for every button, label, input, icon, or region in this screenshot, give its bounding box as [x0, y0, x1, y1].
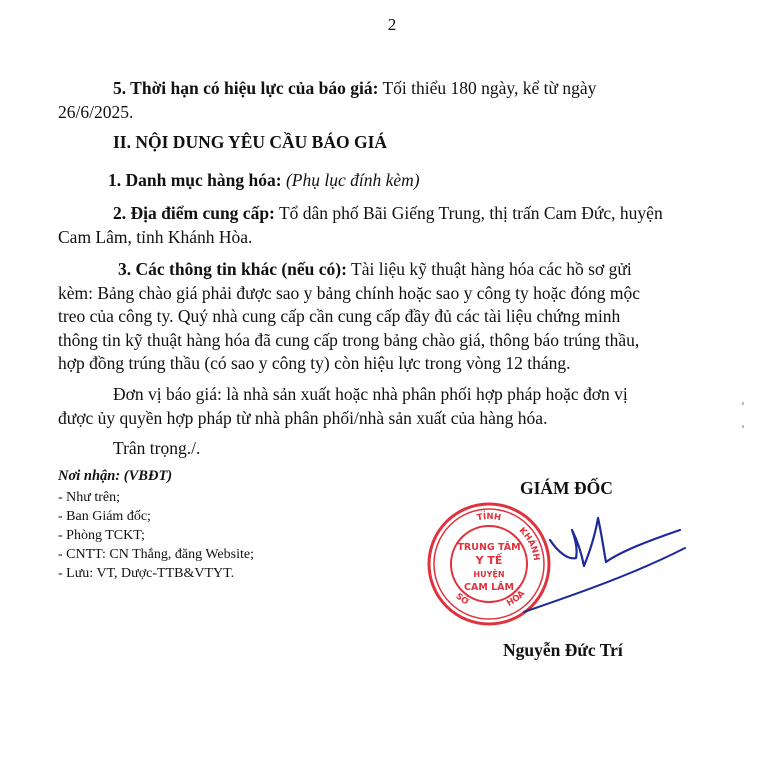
validity-date: 26/6/2025.	[58, 101, 134, 122]
recipient-item: - Phòng TCKT;	[58, 528, 145, 543]
item-other-info	[58, 258, 742, 376]
recipients-title: Nơi nhận: (VBĐT)	[58, 468, 173, 484]
recipient-item: - Ban Giám đốc;	[58, 509, 151, 524]
other-info-text: Tài liệu kỹ thuật hàng hóa các hồ sơ gửi	[351, 259, 632, 279]
page-number: 2	[387, 15, 397, 34]
quoting-unit-text-2: được ủy quyền hợp pháp từ nhà phân phối/nhà sản xuất của hàng hóa.	[58, 407, 548, 428]
seal-center-line-4: CAM LÂM	[464, 582, 514, 593]
recipient-item: - Lưu: VT, Dược-TTB&VTYT.	[58, 566, 235, 581]
handwritten-signature	[520, 500, 690, 615]
seal-center-line-1: TRUNG TÂM	[457, 542, 521, 553]
goods-list-text: (Phụ lục đính kèm)	[285, 170, 420, 190]
seal-ring-text-right: KHÁNH	[516, 525, 542, 562]
item-goods-list	[58, 169, 742, 193]
closing-line	[58, 437, 742, 461]
quoting-unit-paragraph	[58, 383, 742, 430]
recipient-item: - Như trên;	[58, 490, 121, 505]
seal-ring-text-top: TỈNH	[476, 511, 502, 524]
section-heading: II. NỘI DUNG YÊU CẦU BÁO GIÁ	[113, 132, 388, 152]
scan-mark	[742, 425, 744, 428]
other-info-text-5: hợp đồng trúng thầu (có sao y công ty) còn hiệu lực trong vòng 12 tháng.	[58, 353, 571, 373]
other-info-text-2: kèm: Bảng chào giá phải được sao y bảng chính hoặc sao y công ty hoặc đóng mộc	[58, 282, 640, 303]
signer-title: GIÁM ĐỐC	[520, 478, 613, 498]
recipients-list	[58, 488, 254, 583]
seal-center-line-2: Y TẾ	[475, 554, 503, 567]
signer-name: Nguyễn Đức Trí	[503, 640, 623, 660]
other-info-label: 3. Các thông tin khác (nếu có):	[118, 259, 347, 279]
delivery-location-text: Tổ dân phố Bãi Giếng Trung, thị trấn Cam Đức, huyện	[278, 203, 663, 223]
delivery-location-label: 2. Địa điểm cung cấp:	[113, 203, 275, 223]
item-delivery-location	[58, 202, 742, 249]
goods-list-label: 1. Danh mục hàng hóa:	[108, 170, 282, 190]
delivery-location-text-2: Cam Lâm, tỉnh Khánh Hòa.	[58, 226, 253, 247]
other-info-text-4: thông tin kỹ thuật hàng hóa đã cung cấp trong bảng chào giá, thông báo trúng thầu,	[58, 329, 640, 350]
quoting-unit-text: Đơn vị báo giá: là nhà sản xuất hoặc nhà phân phối hợp pháp hoặc đơn vị	[113, 384, 628, 404]
seal-ring-text-left-bottom: SỞ	[453, 591, 471, 608]
seal-ring-text-right-bottom: HÒA	[505, 588, 528, 609]
seal-center-line-3: HUYỆN	[473, 570, 505, 579]
scan-mark	[742, 402, 744, 405]
validity-label: 5. Thời hạn có hiệu lực của báo giá:	[113, 78, 379, 98]
other-info-text-3: treo của công ty. Quý nhà cung cấp cần cung cấp đầy đủ các tài liệu chứng minh	[58, 306, 621, 326]
validity-text: Tối thiểu 180 ngày, kể từ ngày	[382, 78, 597, 98]
recipient-item: - CNTT: CN Thắng, đăng Website;	[58, 547, 254, 562]
closing-text: Trân trọng./.	[113, 438, 201, 458]
validity-paragraph	[58, 77, 742, 124]
